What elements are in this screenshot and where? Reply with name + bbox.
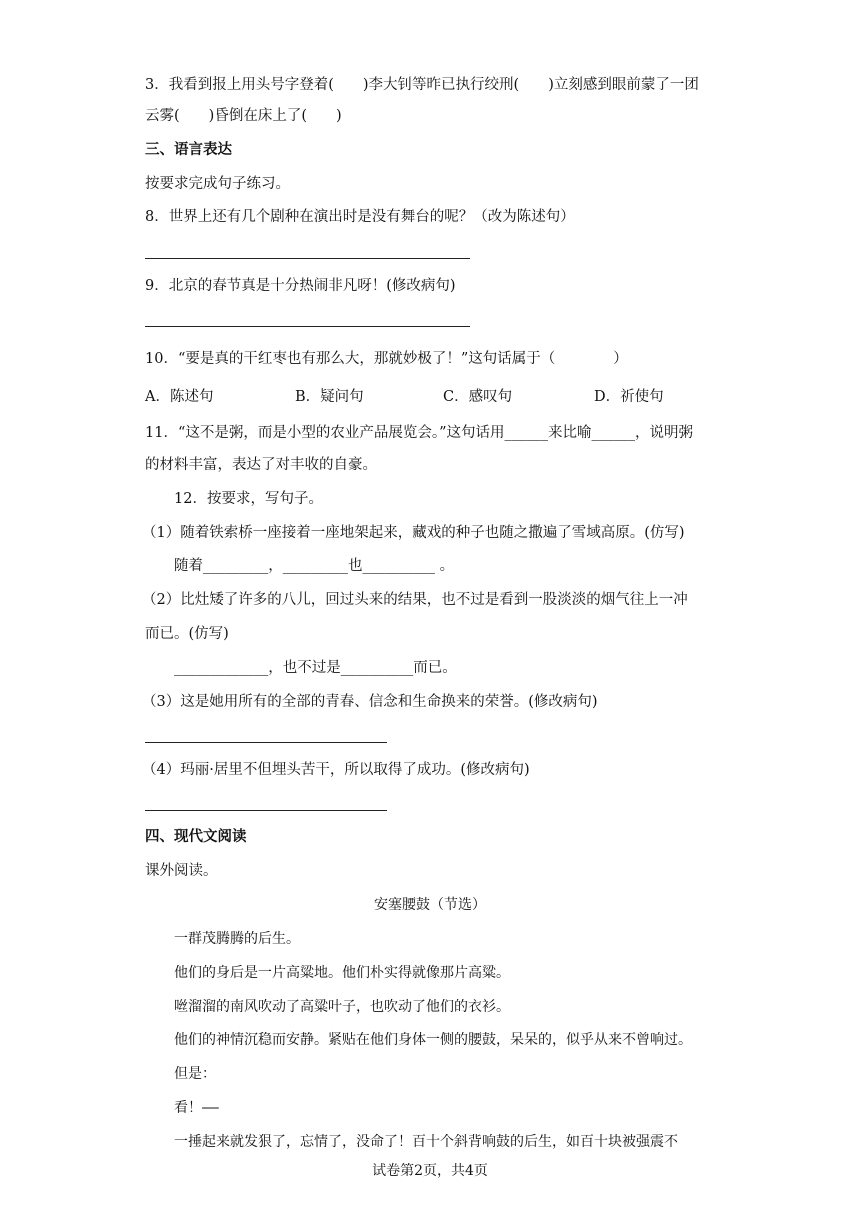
q3-line-2: 云雾( )昏倒在床上了( )	[145, 108, 342, 124]
section-4-instruction: 课外阅读。	[145, 863, 218, 879]
section-3-instruction: 按要求完成句子练习。	[145, 176, 290, 192]
question-12-2-line-2: 而已。(仿写)	[145, 626, 229, 642]
answer-line-q9[interactable]	[145, 326, 470, 327]
passage-line: 但是：	[174, 1066, 216, 1082]
question-12-1-template[interactable]: 随着_________，_________也__________ 。	[174, 558, 455, 574]
option-b[interactable]: B．疑问句	[295, 389, 364, 405]
page-footer: 试卷第2页，共4页	[372, 1163, 488, 1179]
answer-line-q12-3[interactable]	[145, 742, 387, 743]
question-12-1: （1）随着铁索桥一座接着一座地架起来，藏戏的种子也随之撒遍了雪域高原。(仿写)	[142, 525, 685, 541]
passage-line: 他们的身后是一片高粱地。他们朴实得就像那片高粱。	[174, 965, 510, 981]
option-c[interactable]: C．感叹句	[443, 389, 513, 405]
question-8: 8．世界上还有几个剧种在演出时是没有舞台的呢？（改为陈述句）	[145, 209, 575, 225]
question-9: 9．北京的春节真是十分热闹非凡呀！(修改病句)	[145, 278, 456, 294]
section-4-title: 四、现代文阅读	[145, 828, 247, 845]
answer-line-q8[interactable]	[145, 258, 470, 259]
passage-line: 咝溜溜的南风吹动了高粱叶子，也吹动了他们的衣衫。	[174, 999, 510, 1015]
question-12-2-line-1: （2）比灶矮了许多的八儿，回过头来的结果，也不过是看到一股淡淡的烟气往上一冲	[142, 592, 688, 608]
question-11-line-2: 的材料丰富，表达了对丰收的自豪。	[145, 457, 377, 473]
question-12-2-template[interactable]: _____________，也不过是__________而已。	[174, 660, 457, 676]
option-a[interactable]: A．陈述句	[145, 389, 214, 405]
question-12-3: （3）这是她用所有的全部的青春、信念和生命换来的荣誉。(修改病句)	[142, 694, 598, 710]
q3-line-1: 3．我看到报上用头号字登着( )李大钊等昨已执行绞刑( )立刻感到眼前蒙了一团	[145, 77, 699, 93]
answer-line-q12-4[interactable]	[145, 810, 387, 811]
passage-line: 一群茂腾腾的后生。	[174, 931, 300, 947]
question-10: 10．“要是真的干红枣也有那么大，那就妙极了！”这句话属于（ ）	[145, 351, 628, 367]
passage-line: 看！——	[174, 1100, 219, 1116]
question-12-4: （4）玛丽·居里不但埋头苦干，所以取得了成功。(修改病句)	[142, 762, 530, 778]
question-12-title: 12．按要求，写句子。	[174, 491, 323, 507]
passage-title: 安塞腰鼓（节选）	[374, 897, 486, 913]
passage-line: 他们的神情沉稳而安静。紧贴在他们身体一侧的腰鼓，呆呆的，似乎从来不曾响过。	[174, 1032, 692, 1048]
question-11-line-1: 11．“这不是粥，而是小型的农业产品展览会。”这句话用______来比喻______，说明粥	[145, 425, 694, 441]
section-3-title: 三、语言表达	[145, 141, 232, 158]
option-d[interactable]: D．祈使句	[594, 389, 664, 405]
passage-line: 一捶起来就发狠了，忘情了，没命了！百十个斜背响鼓的后生，如百十块被强震不	[174, 1134, 678, 1150]
